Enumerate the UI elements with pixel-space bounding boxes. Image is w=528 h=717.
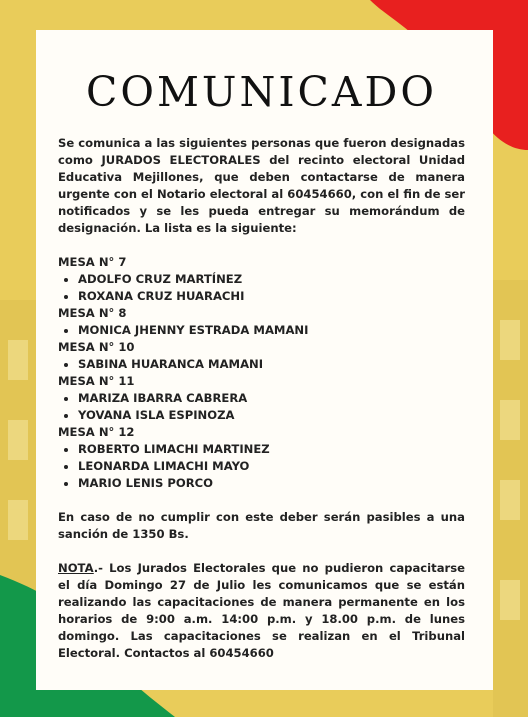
list-item: • ROXANA CRUZ HUARACHI [78,288,465,305]
mesa-heading: MESA N° 7 [58,255,127,269]
list-item: • ROBERTO LIMACHI MARTINEZ [78,441,465,458]
nota-text: .- Los Jurados Electorales que no pudieron capacitarse el día Domingo 27 de Julio les comunicamos que se están realizando las capacitaciones de manera permanente en los horarios de 9:00 a.m. 14:00 p.m. y 18.00 p.m. de lunes domingo. Las capacitaciones se realizan en el Tribunal Electoral. Contactos al 60454660 [58,561,465,660]
warning-paragraph: En caso de no cumplir con este deber serán pasibles a una sanción de 1350 Bs. [58,510,465,541]
member-list [58,356,465,373]
member-list [58,322,465,339]
nota-label: NOTA [58,561,94,575]
list-item: • MONICA JHENNY ESTRADA MAMANI [78,322,465,339]
mesa-heading: MESA N° 8 [58,306,127,320]
announcement-body [58,135,465,662]
list-item: • SABINA HUARANCA MAMANI [78,356,465,373]
nota-paragraph [58,560,465,662]
member-list [58,271,465,305]
member-list [58,441,465,492]
list-item: • YOVANA ISLA ESPINOZA [78,407,465,424]
mesa-list [58,254,465,492]
list-item: • LEONARDA LIMACHI MAYO [78,458,465,475]
mesa-heading: MESA N° 10 [58,340,135,354]
list-item: • MARIO LENIS PORCO [78,475,465,492]
mesa-heading: MESA N° 12 [58,425,135,439]
member-list [58,390,465,424]
announcement-card [36,30,493,690]
list-item: • ADOLFO CRUZ MARTÍNEZ [78,271,465,288]
list-item: • MARIZA IBARRA CABRERA [78,390,465,407]
mesa-heading: MESA N° 11 [58,374,135,388]
page-title: COMUNICADO [85,68,438,116]
intro-paragraph: Se comunica a las siguientes personas que fueron designadas como JURADOS ELECTORALES del recinto electoral Unidad Educativa Mejillones, que deben contactarse de manera urgente con el Notario electoral al 60454660, con el fin de ser notificados y se les pueda entregar su memorándum de designación. La lista es la siguiente: [58,136,465,235]
